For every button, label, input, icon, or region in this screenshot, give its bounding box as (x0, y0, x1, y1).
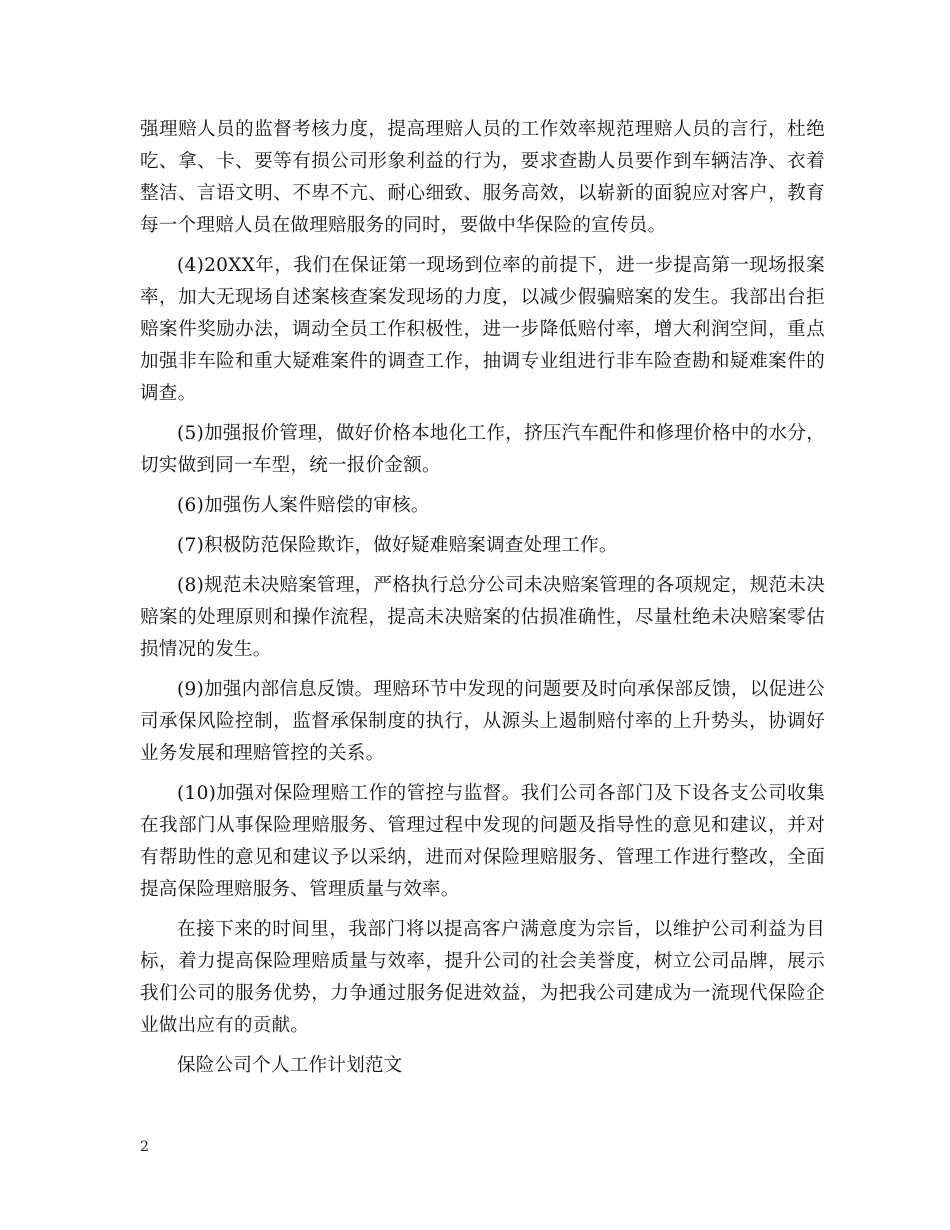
paragraph-item-8: (8)规范未决赔案管理，严格执行总分公司未决赔案管理的各项规定，规范未决赔案的处理原则和操作流程，提高未决赔案的估损准确性，尽量杜绝未决赔案零估损情况的发生。 (140, 575, 825, 660)
paragraph-continuation: 强理赔人员的监督考核力度，提高理赔人员的工作效率规范理赔人员的言行，杜绝吃、拿、卡、要等有损公司形象利益的行为，要求查勘人员要作到车辆洁净、衣着整洁、言语文明、不卑不亢、耐心细致、服务高效，以崭新的面貌应对客户，教育每一个理赔人员在做理赔服务的同时，要做中华保险的宣传员。 (140, 119, 825, 236)
paragraph-gap (140, 562, 825, 570)
paragraph-item-7: (7)积极防范保险欺诈，做好疑难赔案调查处理工作。 (177, 535, 618, 556)
document-body (140, 114, 825, 1082)
paragraph-gap (140, 666, 825, 674)
paragraph-gap (140, 522, 825, 530)
paragraph-item-9: (9)加强内部信息反馈。理赔环节中发现的问题要及时向承保部反馈，以促进公司承保风险控制，监督承保制度的执行，从源头上遏制赔付率的上升势头，协调好业务发展和理赔管控的关系。 (140, 679, 825, 764)
paragraph-item-4: (4)20XX年，我们在保证第一现场到位率的前提下，进一步提高第一现场报案率，加大无现场自述案核查案发现场的力度，以减少假骗赔案的发生。我部出台拒赔案件奖励办法，调动全员工作积极性，进一步降低赔付率，增大利润空间，重点加强非车险和重大疑难案件的调查工作，抽调专业组进行非车险查勘和疑难案件的调查。 (140, 255, 825, 404)
paragraph-item-5: (5)加强报价管理，做好价格本地化工作，挤压汽车配件和修理价格中的水分，切实做到同一车型，统一报价金额。 (140, 423, 825, 476)
paragraph-gap (140, 906, 825, 914)
paragraph-conclusion: 在接下来的时间里，我部门将以提高客户满意度为宗旨，以维护公司利益为目标，着力提高保险理赔质量与效率，提升公司的社会美誉度，树立公司品牌，展示我们公司的服务优势，力争通过服务促进效益，为把我公司建成为一流现代保险企业做出应有的贡献。 (140, 919, 825, 1036)
paragraph-gap (140, 242, 825, 250)
section-heading: 保险公司个人工作计划范文 (177, 1055, 403, 1076)
paragraph-gap (140, 1042, 825, 1050)
paragraph-item-10: (10)加强对保险理赔工作的管控与监督。我们公司各部门及下设各支公司收集在我部门从事保险理赔服务、管理过程中发现的问题及指导性的意见和建议，并对有帮助性的意见和建议予以采纳，进而对保险理赔服务、管理工作进行整改，全面提高保险理赔服务、管理质量与效率。 (140, 783, 825, 900)
paragraph-gap (140, 482, 825, 490)
paragraph-item-6: (6)加强伤人案件赔偿的审核。 (177, 495, 430, 516)
paragraph-gap (140, 410, 825, 418)
paragraph-gap (140, 770, 825, 778)
page-number: 2 (140, 1139, 149, 1155)
